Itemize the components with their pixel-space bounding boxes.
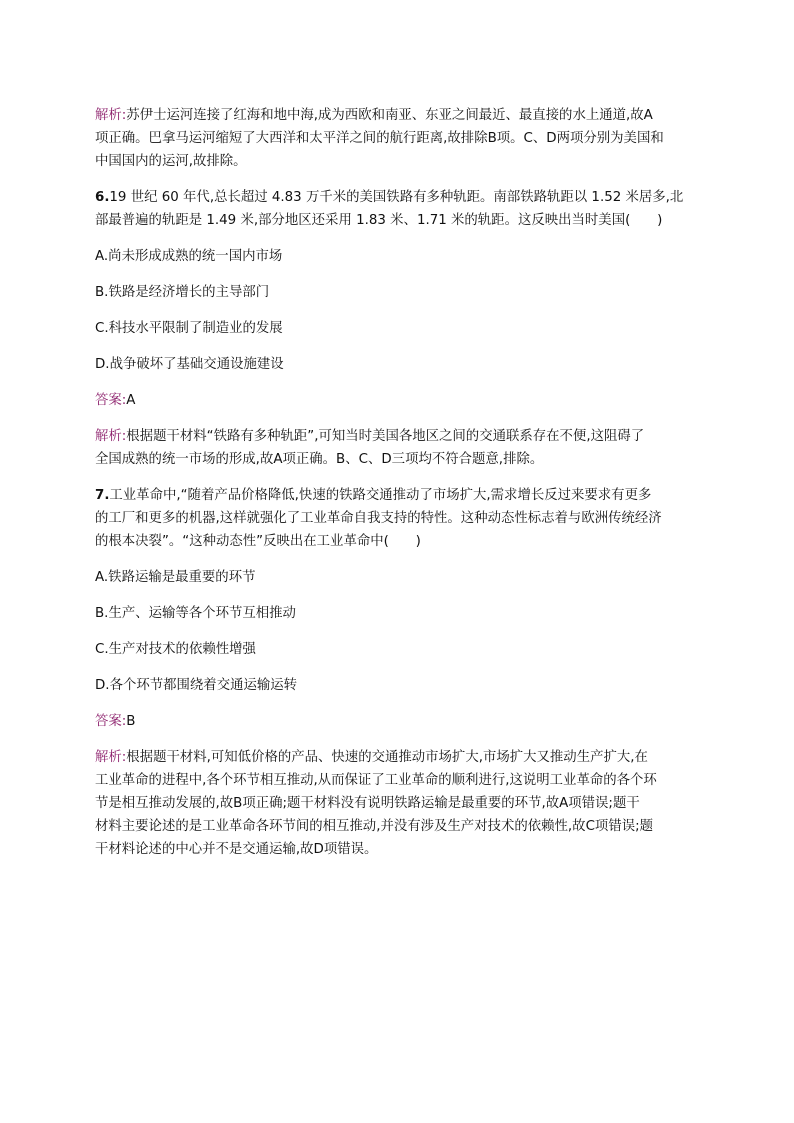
q6-option-d: D.战争破坏了基础交通设施建设 [95,357,284,372]
answer-label: 答案: [95,393,127,408]
q5-explanation [95,104,699,173]
explanation-text: 材料主要论述的是工业革命各环节间的相互推动,并没有涉及生产对技术的依赖性,故C项错误;题 [95,819,653,834]
q6-answer [95,389,699,412]
question-text: 的根本决裂”。“这种动态性”反映出在工业革命中( ) [95,534,421,549]
answer-value: B [126,714,136,729]
answer-value: A [126,393,136,408]
q7-option-a: A.铁路运输是最重要的环节 [95,570,256,585]
question-text: 部最普遍的轨距是 1.49 米,部分地区还采用 1.83 米、1.71 米的轨距。这反映出当时美国( ) [95,213,663,228]
explanation-text: 全国成熟的统一市场的形成,故A项正确。B、C、D三项均不符合题意,排除。 [95,452,544,467]
q7-answer [95,710,699,733]
q7-explanation [95,746,699,861]
q7-option-d: D.各个环节都围绕着交通运输运转 [95,678,298,693]
q6-option-c: C.科技水平限制了制造业的发展 [95,321,283,336]
explanation-text: 苏伊士运河连接了红海和地中海,成为西欧和南亚、东亚之间最近、最直接的水上通道,故A [126,108,653,123]
question-text: 工业革命中,“随着产品价格降低,快速的铁路交通推动了市场扩大,需求增长反过来要求有更多 [109,488,652,503]
explanation-text: 干材料论述的中心并不是交通运输,故D项错误。 [95,842,378,857]
q7-stem [95,484,699,553]
question-number: 7. [95,488,110,503]
explanation-text: 节是相互推动发展的,故B项正确;题干材料没有说明铁路运输是最重要的环节,故A项错误;题干 [95,796,640,811]
explanation-text: 根据题干材料“铁路有多种轨距”,可知当时美国各地区之间的交通联系存在不便,这阻碍了 [126,429,645,444]
explanation-text: 中国国内的运河,故排除。 [95,154,247,169]
q7-option-b: B.生产、运输等各个环节互相推动 [95,606,296,621]
explanation-label: 解析: [95,108,127,123]
explanation-label: 解析: [95,750,127,765]
question-text: 19 世纪 60 年代,总长超过 4.83 万千米的美国铁路有多种轨距。南部铁路轨距以 1.52 米居多,北 [109,190,684,205]
question-text: 的工厂和更多的机器,这样就强化了工业革命自我支持的特性。这种动态性标志着与欧洲传统经济 [95,511,662,526]
q6-explanation [95,425,699,471]
question-number: 6. [95,190,110,205]
explanation-text: 工业革命的进程中,各个环节相互推动,从而保证了工业革命的顺利进行,这说明工业革命的各个环 [95,773,657,788]
explanation-text: 项正确。巴拿马运河缩短了大西洋和太平洋之间的航行距离,故排除B项。C、D两项分别为美国和 [95,131,664,146]
q7-option-c: C.生产对技术的依赖性增强 [95,642,256,657]
answer-label: 答案: [95,714,127,729]
document-content [95,104,699,874]
q6-stem [95,186,699,232]
explanation-label: 解析: [95,429,127,444]
q6-option-b: B.铁路是经济增长的主导部门 [95,285,270,300]
q6-option-a: A.尚未形成成熟的统一国内市场 [95,249,283,264]
explanation-text: 根据题干材料,可知低价格的产品、快速的交通推动市场扩大,市场扩大又推动生产扩大,在 [126,750,648,765]
